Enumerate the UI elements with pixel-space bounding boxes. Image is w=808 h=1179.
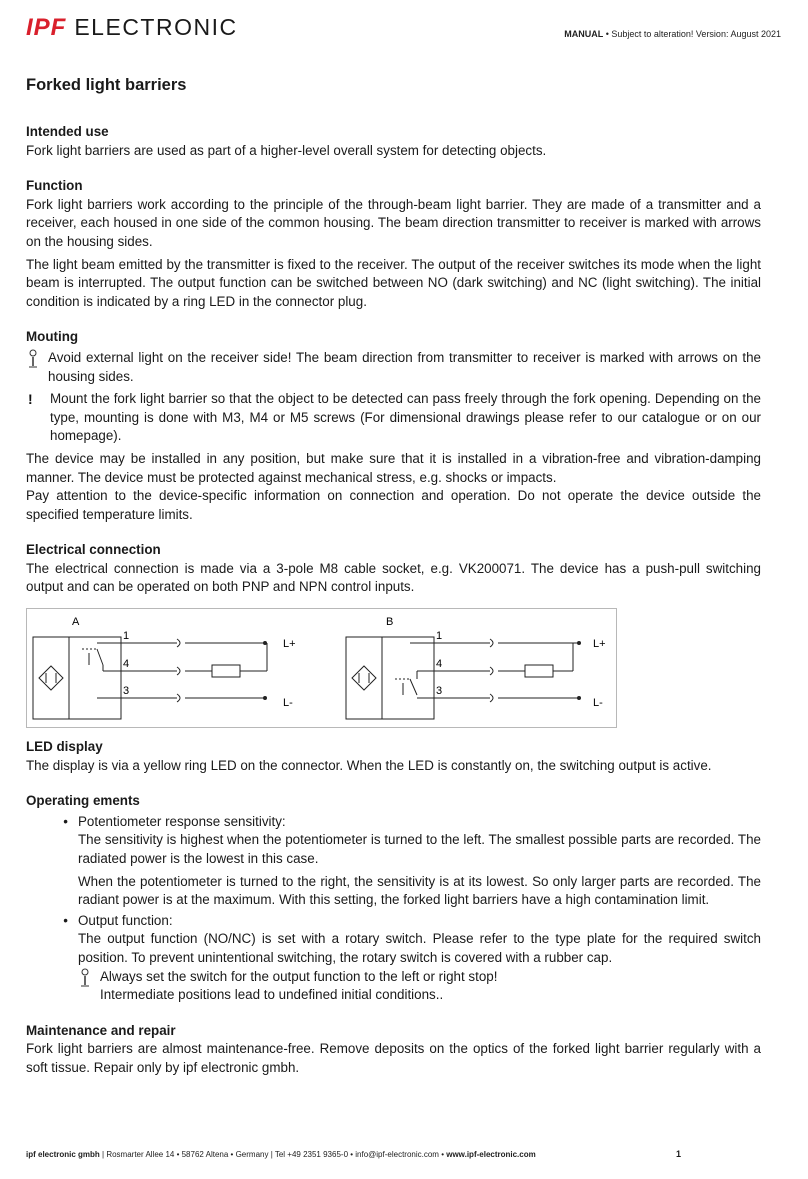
page-title: Forked light barriers	[26, 76, 187, 94]
version-text: Subject to alteration! Version: August 2021	[611, 29, 781, 39]
output-note-line-1: Always set the switch for the output function to the left or right stop!	[100, 968, 498, 984]
diagram-label-a: A	[72, 616, 80, 629]
page-number: 1	[675, 1149, 681, 1159]
pin-1-b: 1	[436, 630, 443, 643]
output-note-line-2: Intermediate positions lead to undefined initial conditions..	[100, 987, 444, 1003]
mounting-note-warning	[26, 390, 761, 446]
bullet-2-label: Output function:	[78, 912, 173, 928]
footer-address: | Rosmarter Allee 14 • 58762 Altena • Germany | Tel +49 2351 9365-0 • info@ipf-electronic.com •	[102, 1150, 444, 1159]
output-function-paragraph: The output function (NO/NC) is set with a rotary switch. Please refer to the type plate for the required switch position. To prevent unintentional switching, the rotary switch is covered with a rubber cap.	[78, 931, 761, 965]
pin-4-a: 4	[123, 658, 130, 671]
switch-contact-a	[82, 649, 103, 671]
pin-4-b: 4	[436, 658, 443, 671]
bullet-potentiometer	[26, 813, 761, 832]
bullet-dot-icon: •	[63, 813, 68, 829]
exclamation-icon: !	[28, 391, 33, 408]
info-icon	[78, 968, 100, 1005]
electrical-heading: Electrical connection	[26, 542, 161, 558]
l-minus-b: L-	[593, 697, 603, 710]
l-plus-a: L+	[283, 638, 296, 651]
l-minus-a: L-	[283, 697, 293, 710]
page-footer	[26, 1150, 536, 1159]
company-logo	[26, 14, 238, 42]
bullet-dot-icon: •	[63, 912, 68, 928]
load-resistor-b	[525, 665, 553, 677]
page-content	[26, 74, 761, 1078]
switch-contact-b	[395, 671, 417, 695]
function-paragraph-2: The light beam emitted by the transmitter is fixed to the receiver. The output of the receiver switches its mode when the light beam is interrupted. The output function can be switched between NO (dark switching) and NC (light switching). The initial condition is indicated by a ring LED in the connector plug.	[26, 256, 761, 309]
maintenance-text: Fork light barriers are almost maintenance-free. Remove deposits on the optics of the forked light barrier regularly with a soft tissue. Repair only by ipf electronic gmbh.	[26, 1041, 761, 1075]
pin-3-b: 3	[436, 685, 443, 698]
manual-label: MANUAL	[564, 29, 604, 39]
footer-website: www.ipf-electronic.com	[446, 1150, 536, 1159]
pin-1-a: 1	[123, 630, 130, 643]
mounting-note-info	[26, 349, 761, 386]
mounting-heading: Mouting	[26, 329, 79, 345]
bullet-output-function	[26, 912, 761, 931]
mounting-note-1: Avoid external light on the receiver side! The beam direction from transmitter to receiver is marked with arrows on the housing sides.	[48, 349, 761, 384]
intended-use-text: Fork light barriers are used as part of a higher-level overall system for detecting objects.	[26, 142, 547, 158]
diagram-label-b: B	[386, 616, 394, 629]
version-header: MANUAL • Subject to alteration! Version: August 2021	[564, 29, 781, 39]
mounting-paragraph-1: The device may be installed in any position, but make sure that it is installed in a vibration-free and vibration-damping manner. The device must be protected against mechanical stress, e.g. shocks or impacts.	[26, 450, 761, 485]
led-text: The display is via a yellow ring LED on the connector. When the LED is constantly on, the switching output is active.	[26, 757, 712, 773]
pin-3-a: 3	[123, 685, 130, 698]
wiring-diagram	[26, 608, 617, 728]
logo-brand: IPF	[26, 14, 67, 41]
intended-use-heading: Intended use	[26, 124, 109, 139]
sensor-diamond-b	[352, 666, 376, 690]
maintenance-heading: Maintenance and repair	[26, 1022, 176, 1038]
function-heading: Function	[26, 178, 83, 194]
operating-heading: Operating ements	[26, 793, 140, 809]
info-icon	[26, 349, 48, 374]
bullet-1-label: Potentiometer response sensitivity:	[78, 813, 286, 829]
mounting-note-2: Mount the fork light barrier so that the object to be detected can pass freely through the fork opening. Depending on the type, mounting is done with M3, M4 or M5 screws (For dimensional drawings please refer to our catalogue or on our homepage).	[50, 391, 761, 444]
l-plus-b: L+	[593, 638, 606, 651]
electrical-text: The electrical connection is made via a 3-pole M8 cable socket, e.g. VK200071. The device has a push-pull switching output and can be operated on both PNP and NPN control inputs.	[26, 560, 761, 595]
logo-word: ELECTRONIC	[74, 14, 238, 40]
mounting-paragraph-2: Pay attention to the device-specific information on connection and operation. Do not operate the device outside the specified temperature limits.	[26, 488, 761, 522]
potentiometer-paragraph-2: When the potentiometer is turned to the right, the sensitivity is at its lowest. So only larger parts are recorded. The radiant power is at the maximum. With this setting, the forked light barriers have a high contamination limit.	[78, 873, 761, 908]
led-heading: LED display	[26, 739, 103, 755]
load-resistor-a	[212, 665, 240, 677]
output-function-note	[78, 968, 761, 1005]
footer-company: ipf electronic gmbh	[26, 1150, 100, 1159]
function-paragraph-1: Fork light barriers work according to the principle of the through-beam light barrier. They are made of a transmitter and a receiver, each housed in one side of the common housing. The beam direction transmitter to receiver is marked with arrows on the housing sides.	[26, 196, 761, 249]
potentiometer-paragraph-1: The sensitivity is highest when the potentiometer is turned to the left. The smallest possible parts are recorded. The radiated power is the lowest in this case.	[78, 832, 761, 867]
sensor-diamond-a	[39, 666, 63, 690]
